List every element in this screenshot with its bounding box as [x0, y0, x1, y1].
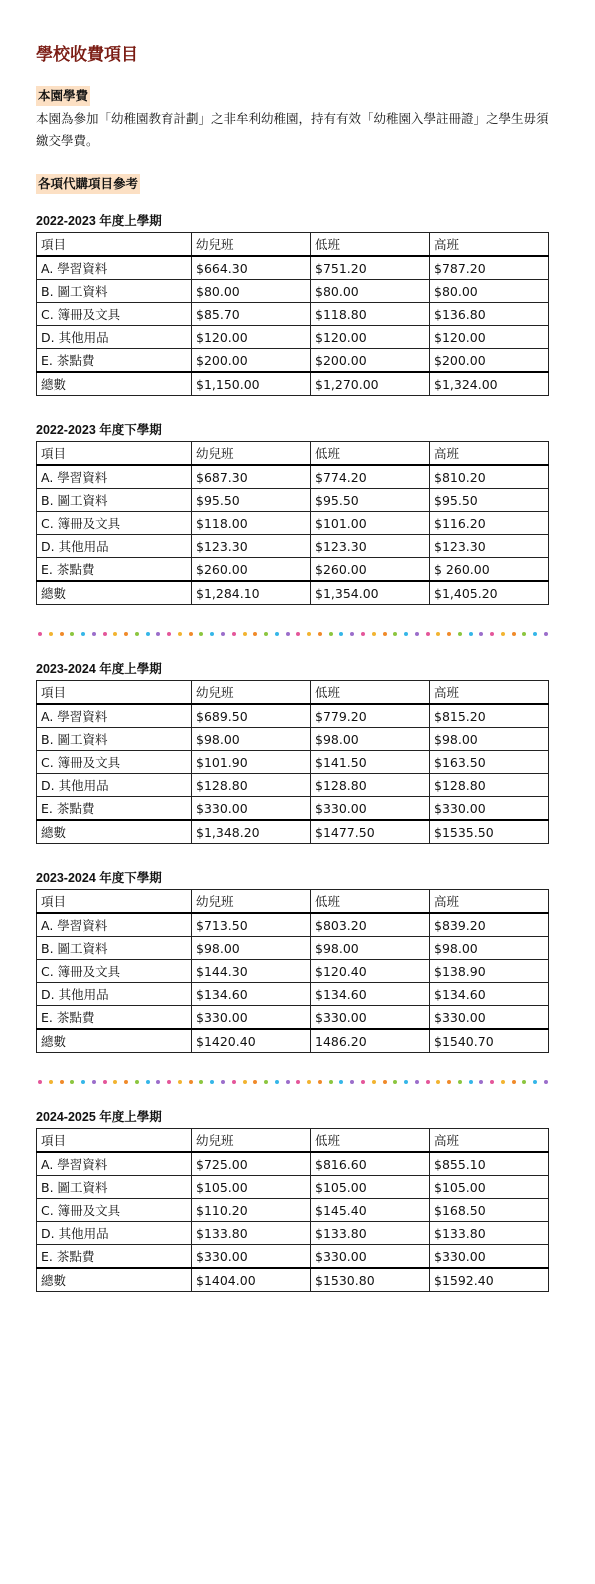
- total-cell: $1592.40: [430, 1268, 549, 1292]
- divider-dot: [49, 632, 53, 636]
- divider-dot: [178, 632, 182, 636]
- column-header: 項目: [37, 681, 192, 705]
- divider-dot: [264, 1080, 268, 1084]
- total-cell: $1530.80: [311, 1268, 430, 1292]
- divider-dot: [275, 1080, 279, 1084]
- fee-table-block: [36, 662, 548, 844]
- fee-cell: $101.90: [192, 751, 311, 774]
- fee-cell: $80.00: [192, 280, 311, 303]
- fee-cell: $80.00: [430, 280, 549, 303]
- divider-dot: [124, 632, 128, 636]
- item-name-cell: B. 圖工資料: [37, 1176, 192, 1199]
- item-name-cell: B. 圖工資料: [37, 937, 192, 960]
- divider-dot: [189, 632, 193, 636]
- fee-cell: $123.30: [430, 535, 549, 558]
- fee-cell: $120.40: [311, 960, 430, 983]
- column-header: 項目: [37, 890, 192, 914]
- total-cell: $1,348.20: [192, 820, 311, 844]
- divider-dot: [135, 632, 139, 636]
- total-label-cell: 總數: [37, 372, 192, 396]
- divider-dot: [404, 632, 408, 636]
- fee-cell: $144.30: [192, 960, 311, 983]
- total-cell: $1,324.00: [430, 372, 549, 396]
- fee-cell: $687.30: [192, 465, 311, 489]
- total-row: [37, 581, 549, 605]
- total-label-cell: 總數: [37, 581, 192, 605]
- column-header: 高班: [430, 681, 549, 705]
- divider-dot: [232, 632, 236, 636]
- divider-dot: [70, 632, 74, 636]
- total-row: [37, 372, 549, 396]
- fee-table: [36, 680, 549, 844]
- fee-cell: $810.20: [430, 465, 549, 489]
- divider-dot: [393, 632, 397, 636]
- item-name-cell: A. 學習資料: [37, 465, 192, 489]
- fee-cell: $95.50: [192, 489, 311, 512]
- item-name-cell: A. 學習資料: [37, 704, 192, 728]
- fee-cell: $98.00: [430, 937, 549, 960]
- total-cell: $1,405.20: [430, 581, 549, 605]
- total-row: [37, 1268, 549, 1292]
- fee-cell: $133.80: [430, 1222, 549, 1245]
- table-row: [37, 960, 549, 983]
- fee-cell: $120.00: [192, 326, 311, 349]
- divider-dot: [38, 632, 42, 636]
- column-header: 低班: [311, 233, 430, 257]
- divider-dot: [490, 1080, 494, 1084]
- divider-dot: [372, 632, 376, 636]
- column-header: 低班: [311, 890, 430, 914]
- fee-cell: $120.00: [311, 326, 430, 349]
- fee-cell: $128.80: [192, 774, 311, 797]
- column-header: 低班: [311, 442, 430, 466]
- fee-cell: $803.20: [311, 913, 430, 937]
- table-row: [37, 280, 549, 303]
- divider-dot: [232, 1080, 236, 1084]
- fee-table: [36, 889, 549, 1053]
- fee-cell: $787.20: [430, 256, 549, 280]
- column-header: 幼兒班: [192, 1129, 311, 1153]
- divider-dot: [156, 632, 160, 636]
- divider-dot: [167, 632, 171, 636]
- fee-cell: $779.20: [311, 704, 430, 728]
- column-header: 高班: [430, 233, 549, 257]
- total-cell: $1,150.00: [192, 372, 311, 396]
- divider-dot: [544, 632, 548, 636]
- divider-dot: [479, 1080, 483, 1084]
- fee-cell: $133.80: [192, 1222, 311, 1245]
- fee-cell: $330.00: [311, 797, 430, 821]
- item-name-cell: A. 學習資料: [37, 913, 192, 937]
- fee-cell: $123.30: [311, 535, 430, 558]
- table-row: [37, 1176, 549, 1199]
- item-name-cell: C. 簿冊及文具: [37, 303, 192, 326]
- divider-dot: [501, 632, 505, 636]
- divider-dot: [490, 632, 494, 636]
- fee-cell: $134.60: [311, 983, 430, 1006]
- table-row: [37, 349, 549, 373]
- column-header: 幼兒班: [192, 681, 311, 705]
- table-row: [37, 303, 549, 326]
- dotted-divider: [38, 1079, 548, 1085]
- table-row: [37, 1222, 549, 1245]
- fee-cell: $123.30: [192, 535, 311, 558]
- table-header-row: [37, 1129, 549, 1153]
- divider-dot: [178, 1080, 182, 1084]
- fee-cell: $330.00: [311, 1006, 430, 1030]
- fee-cell: $105.00: [430, 1176, 549, 1199]
- item-name-cell: D. 其他用品: [37, 535, 192, 558]
- fee-cell: $725.00: [192, 1152, 311, 1176]
- fee-cell: $101.00: [311, 512, 430, 535]
- item-name-cell: D. 其他用品: [37, 983, 192, 1006]
- divider-dot: [544, 1080, 548, 1084]
- divider-dot: [383, 1080, 387, 1084]
- fee-cell: $330.00: [192, 1006, 311, 1030]
- divider-dot: [199, 1080, 203, 1084]
- item-name-cell: C. 簿冊及文具: [37, 960, 192, 983]
- divider-dot: [286, 1080, 290, 1084]
- fee-cell: $128.80: [430, 774, 549, 797]
- fee-cell: $200.00: [192, 349, 311, 373]
- divider-dot: [350, 632, 354, 636]
- table-row: [37, 256, 549, 280]
- divider-dot: [307, 1080, 311, 1084]
- divider-dot: [329, 1080, 333, 1084]
- item-name-cell: A. 學習資料: [37, 256, 192, 280]
- fee-cell: $260.00: [311, 558, 430, 582]
- fee-cell: $751.20: [311, 256, 430, 280]
- divider-dot: [512, 632, 516, 636]
- divider-dot: [501, 1080, 505, 1084]
- table-row: [37, 535, 549, 558]
- divider-dot: [264, 632, 268, 636]
- divider-dot: [307, 632, 311, 636]
- table-header-row: [37, 681, 549, 705]
- divider-dot: [415, 1080, 419, 1084]
- divider-dot: [189, 1080, 193, 1084]
- divider-dot: [318, 632, 322, 636]
- table-row: [37, 751, 549, 774]
- item-name-cell: C. 簿冊及文具: [37, 512, 192, 535]
- fee-cell: $95.50: [430, 489, 549, 512]
- table-header-row: [37, 233, 549, 257]
- divider-dot: [533, 1080, 537, 1084]
- fee-cell: $664.30: [192, 256, 311, 280]
- fee-cell: $839.20: [430, 913, 549, 937]
- table-row: [37, 558, 549, 582]
- fee-table-block: [36, 423, 548, 605]
- table-row: [37, 774, 549, 797]
- item-name-cell: D. 其他用品: [37, 1222, 192, 1245]
- fee-cell: $98.00: [311, 937, 430, 960]
- total-row: [37, 820, 549, 844]
- fee-cell: $330.00: [192, 1245, 311, 1269]
- item-name-cell: B. 圖工資料: [37, 489, 192, 512]
- divider-dot: [469, 1080, 473, 1084]
- table-row: [37, 797, 549, 821]
- divider-dot: [135, 1080, 139, 1084]
- total-label-cell: 總數: [37, 1029, 192, 1053]
- divider-dot: [49, 1080, 53, 1084]
- item-name-cell: D. 其他用品: [37, 774, 192, 797]
- column-header: 項目: [37, 1129, 192, 1153]
- divider-dot: [243, 632, 247, 636]
- column-header: 幼兒班: [192, 233, 311, 257]
- item-name-cell: E. 茶點費: [37, 349, 192, 373]
- table-heading: 2022-2023 年度下學期: [36, 423, 162, 437]
- column-header: 低班: [311, 681, 430, 705]
- divider-dot: [372, 1080, 376, 1084]
- fee-table: [36, 232, 549, 396]
- column-header: 項目: [37, 442, 192, 466]
- table-row: [37, 465, 549, 489]
- divider-dot: [253, 632, 257, 636]
- fee-cell: $98.00: [192, 937, 311, 960]
- fee-cell: $689.50: [192, 704, 311, 728]
- divider-dot: [361, 1080, 365, 1084]
- divider-dot: [113, 632, 117, 636]
- divider-dot: [447, 632, 451, 636]
- divider-dot: [221, 1080, 225, 1084]
- fee-cell: $133.80: [311, 1222, 430, 1245]
- table-heading: 2022-2023 年度上學期: [36, 214, 162, 228]
- divider-dot: [436, 632, 440, 636]
- divider-dot: [393, 1080, 397, 1084]
- table-row: [37, 1245, 549, 1269]
- fee-cell: $136.80: [430, 303, 549, 326]
- table-row: [37, 1199, 549, 1222]
- divider-dot: [329, 632, 333, 636]
- item-name-cell: C. 簿冊及文具: [37, 751, 192, 774]
- divider-dot: [522, 632, 526, 636]
- column-header: 項目: [37, 233, 192, 257]
- divider-dot: [221, 632, 225, 636]
- table-heading: 2023-2024 年度下學期: [36, 871, 162, 885]
- divider-dot: [167, 1080, 171, 1084]
- fee-cell: $128.80: [311, 774, 430, 797]
- fee-cell: $118.00: [192, 512, 311, 535]
- table-row: [37, 983, 549, 1006]
- divider-dot: [103, 1080, 107, 1084]
- total-label-cell: 總數: [37, 820, 192, 844]
- divider-dot: [275, 632, 279, 636]
- fee-table: [36, 1128, 549, 1292]
- divider-dot: [38, 1080, 42, 1084]
- fee-cell: $120.00: [430, 326, 549, 349]
- table-row: [37, 913, 549, 937]
- total-cell: $1,284.10: [192, 581, 311, 605]
- dotted-divider: [38, 631, 548, 637]
- column-header: 低班: [311, 1129, 430, 1153]
- fee-cell: $105.00: [192, 1176, 311, 1199]
- fee-cell: $163.50: [430, 751, 549, 774]
- divider-dot: [426, 1080, 430, 1084]
- table-header-row: [37, 442, 549, 466]
- divider-dot: [156, 1080, 160, 1084]
- items-section-label: 各項代購項目參考: [36, 174, 140, 194]
- table-row: [37, 728, 549, 751]
- table-row: [37, 326, 549, 349]
- fee-cell: $95.50: [311, 489, 430, 512]
- total-cell: 1486.20: [311, 1029, 430, 1053]
- divider-dot: [210, 1080, 214, 1084]
- item-name-cell: E. 茶點費: [37, 558, 192, 582]
- fee-cell: $118.80: [311, 303, 430, 326]
- item-name-cell: E. 茶點費: [37, 797, 192, 821]
- divider-dot: [286, 632, 290, 636]
- fee-cell: $168.50: [430, 1199, 549, 1222]
- divider-dot: [124, 1080, 128, 1084]
- divider-dot: [436, 1080, 440, 1084]
- total-cell: $1404.00: [192, 1268, 311, 1292]
- fee-cell: $330.00: [192, 797, 311, 821]
- divider-dot: [469, 632, 473, 636]
- table-header-row: [37, 890, 549, 914]
- fee-cell: $330.00: [430, 1245, 549, 1269]
- fee-cell: $200.00: [311, 349, 430, 373]
- total-cell: $1477.50: [311, 820, 430, 844]
- fee-cell: $98.00: [430, 728, 549, 751]
- page-title: 學校收費項目: [36, 45, 138, 65]
- fee-table-block: [36, 871, 548, 1053]
- column-header: 高班: [430, 890, 549, 914]
- table-row: [37, 1152, 549, 1176]
- divider-dot: [81, 1080, 85, 1084]
- fee-cell: $141.50: [311, 751, 430, 774]
- table-row: [37, 704, 549, 728]
- fee-cell: $134.60: [192, 983, 311, 1006]
- divider-dot: [533, 632, 537, 636]
- fee-cell: $774.20: [311, 465, 430, 489]
- fee-cell: $80.00: [311, 280, 430, 303]
- fee-cell: $713.50: [192, 913, 311, 937]
- item-name-cell: B. 圖工資料: [37, 728, 192, 751]
- fee-cell: $ 260.00: [430, 558, 549, 582]
- item-name-cell: A. 學習資料: [37, 1152, 192, 1176]
- divider-dot: [296, 632, 300, 636]
- divider-dot: [350, 1080, 354, 1084]
- item-name-cell: E. 茶點費: [37, 1006, 192, 1030]
- fee-cell: $110.20: [192, 1199, 311, 1222]
- divider-dot: [210, 632, 214, 636]
- divider-dot: [479, 632, 483, 636]
- divider-dot: [339, 632, 343, 636]
- fee-cell: $330.00: [311, 1245, 430, 1269]
- fee-cell: $145.40: [311, 1199, 430, 1222]
- divider-dot: [361, 632, 365, 636]
- item-name-cell: E. 茶點費: [37, 1245, 192, 1269]
- divider-dot: [113, 1080, 117, 1084]
- total-cell: $1540.70: [430, 1029, 549, 1053]
- column-header: 幼兒班: [192, 442, 311, 466]
- divider-dot: [447, 1080, 451, 1084]
- divider-dot: [60, 1080, 64, 1084]
- divider-dot: [458, 632, 462, 636]
- divider-dot: [296, 1080, 300, 1084]
- divider-dot: [146, 632, 150, 636]
- table-row: [37, 512, 549, 535]
- fee-cell: $855.10: [430, 1152, 549, 1176]
- column-header: 幼兒班: [192, 890, 311, 914]
- fee-cell: $200.00: [430, 349, 549, 373]
- divider-dot: [522, 1080, 526, 1084]
- divider-dot: [103, 632, 107, 636]
- divider-dot: [60, 632, 64, 636]
- divider-dot: [339, 1080, 343, 1084]
- total-cell: $1,354.00: [311, 581, 430, 605]
- item-name-cell: B. 圖工資料: [37, 280, 192, 303]
- fee-cell: $134.60: [430, 983, 549, 1006]
- fee-cell: $816.60: [311, 1152, 430, 1176]
- table-row: [37, 489, 549, 512]
- fee-cell: $815.20: [430, 704, 549, 728]
- tuition-description: 本園為參加「幼稚園教育計劃」之非牟利幼稚園，持有有效「幼稚園入學註冊證」之學生毋須繳交學費。: [36, 111, 549, 148]
- fee-cell: $98.00: [311, 728, 430, 751]
- fee-cell: $138.90: [430, 960, 549, 983]
- table-heading: 2024-2025 年度上學期: [36, 1110, 162, 1124]
- total-cell: $1420.40: [192, 1029, 311, 1053]
- total-row: [37, 1029, 549, 1053]
- fee-cell: $260.00: [192, 558, 311, 582]
- divider-dot: [92, 632, 96, 636]
- fee-table: [36, 441, 549, 605]
- divider-dot: [383, 632, 387, 636]
- divider-dot: [415, 632, 419, 636]
- divider-dot: [146, 1080, 150, 1084]
- total-label-cell: 總數: [37, 1268, 192, 1292]
- divider-dot: [92, 1080, 96, 1084]
- fee-cell: $116.20: [430, 512, 549, 535]
- fee-cell: $105.00: [311, 1176, 430, 1199]
- divider-dot: [81, 632, 85, 636]
- table-row: [37, 1006, 549, 1030]
- fee-cell: $330.00: [430, 797, 549, 821]
- tuition-section-label: 本園學費: [36, 86, 90, 106]
- total-cell: $1535.50: [430, 820, 549, 844]
- divider-dot: [318, 1080, 322, 1084]
- fee-cell: $85.70: [192, 303, 311, 326]
- fee-cell: $98.00: [192, 728, 311, 751]
- divider-dot: [253, 1080, 257, 1084]
- divider-dot: [199, 632, 203, 636]
- divider-dot: [426, 632, 430, 636]
- divider-dot: [458, 1080, 462, 1084]
- divider-dot: [243, 1080, 247, 1084]
- column-header: 高班: [430, 442, 549, 466]
- fee-cell: $330.00: [430, 1006, 549, 1030]
- divider-dot: [404, 1080, 408, 1084]
- fee-table-block: [36, 1110, 548, 1292]
- column-header: 高班: [430, 1129, 549, 1153]
- table-row: [37, 937, 549, 960]
- divider-dot: [512, 1080, 516, 1084]
- table-heading: 2023-2024 年度上學期: [36, 662, 162, 676]
- item-name-cell: C. 簿冊及文具: [37, 1199, 192, 1222]
- fee-table-block: [36, 214, 548, 396]
- item-name-cell: D. 其他用品: [37, 326, 192, 349]
- total-cell: $1,270.00: [311, 372, 430, 396]
- divider-dot: [70, 1080, 74, 1084]
